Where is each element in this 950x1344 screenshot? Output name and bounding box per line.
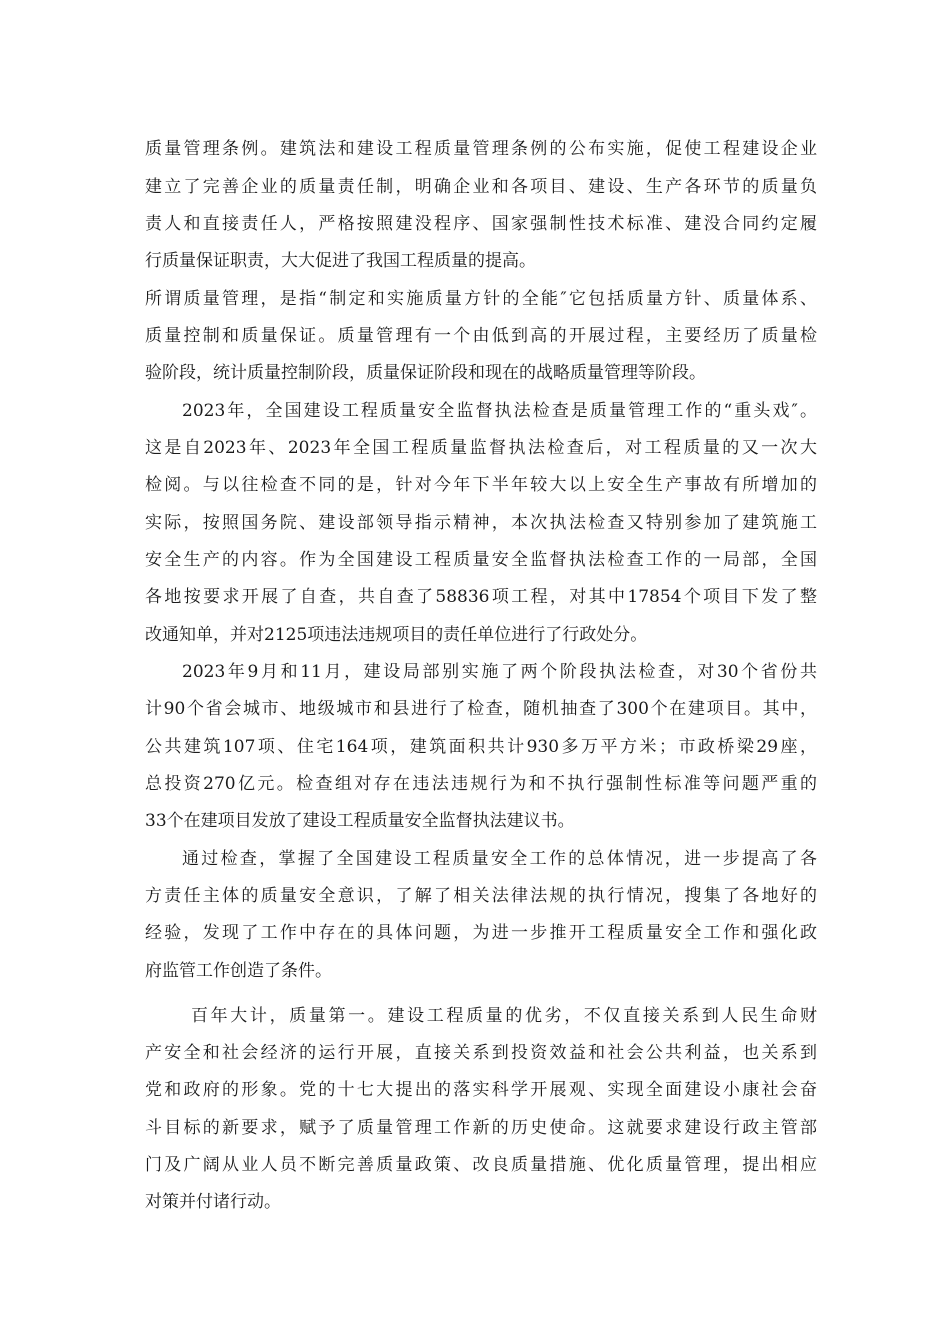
paragraph-4-line-4: 总投资270亿元。检查组对存在违法违规行为和不执行强制性标准等问题严重的 bbox=[145, 774, 817, 794]
paragraph-1-line-3: 责人和直接责任人，严格按照建没程序、国家强制性技术标准、建没合同约定履 bbox=[145, 214, 817, 234]
paragraph-1-line-2: 建立了完善企业的质量责任制，明确企业和各项目、建设、生产各环节的质量负 bbox=[145, 177, 817, 197]
paragraph-3-line-6: 各地按要求开展了自查，共自查了58836项工程，对其中17854个项目下发了整 bbox=[145, 587, 817, 607]
paragraph-4-line-1: 2023年9月和11月，建设局部别实施了两个阶段执法检查，对30个省份共 bbox=[182, 662, 817, 682]
paragraph-6-line-4: 斗目标的新要求，赋予了质量管理工作新的历史使命。这就要求建设行政主管部 bbox=[145, 1118, 817, 1138]
paragraph-2-line-1: 所谓质量管理，是指“制定和实施质量方针的全能″它包括质量方针、质量体系、 bbox=[145, 289, 817, 309]
paragraph-3-line-7: 改通知单，并对2125项违法违规项目的责任单位进行了行政处分。 bbox=[145, 625, 648, 645]
paragraph-1-line-1: 质量管理条例。建筑法和建设工程质量管理条例的公布实施，促使工程建设企业 bbox=[145, 139, 817, 159]
paragraph-6-line-3: 党和政府的形象。党的十七大提出的落实科学开展观、实现全面建设小康社会奋 bbox=[145, 1080, 817, 1100]
paragraph-4-line-2: 计90个省会城市、地级城市和县进行了检查，随机抽查了300个在建项目。其中， bbox=[145, 699, 817, 719]
paragraph-3-line-4: 实际，按照国务院、建设部领导指示精神，本次执法检查又特别参加了建筑施工 bbox=[145, 513, 817, 533]
paragraph-3-line-2: 这是自2023年、2023年全国工程质量监督执法检查后，对工程质量的又一次大 bbox=[145, 438, 817, 458]
paragraph-1-line-4: 行质量保证职责，大大促进了我国工程质量的提高。 bbox=[145, 251, 536, 271]
paragraph-5-line-4: 府监管工作创造了条件。 bbox=[145, 961, 332, 981]
paragraph-5-line-3: 经验，发现了工作中存在的具体问题，为进一步推开工程质量安全工作和强化政 bbox=[145, 923, 817, 943]
paragraph-2-line-2: 质量控制和质量保证。质量管理有一个由低到高的开展过程，主要经历了质量检 bbox=[145, 326, 817, 346]
paragraph-3-line-3: 检阅。与以往检查不同的是，针对今年下半年较大以上安全生产事故有所增加的 bbox=[145, 475, 817, 495]
paragraph-6-line-2: 产安全和社会经济的运行开展，直接关系到投资效益和社会公共利益，也关系到 bbox=[145, 1043, 817, 1063]
paragraph-6-line-6: 对策并付诸行动。 bbox=[145, 1192, 281, 1212]
paragraph-4-line-3: 公共建筑107项、住宅164项，建筑面积共计930多万平方米；市政桥梁29座， bbox=[145, 737, 817, 757]
paragraph-6-line-1: 百年大计，质量第一。建设工程质量的优劣，不仅直接关系到人民生命财 bbox=[191, 1006, 817, 1026]
paragraph-6-line-5: 门及广阔从业人员不断完善质量政策、改良质量措施、优化质量管理，提出相应 bbox=[145, 1155, 817, 1175]
paragraph-3-line-5: 安全生产的内容。作为全国建设工程质量安全监督执法检查工作的一局部，全国 bbox=[145, 550, 817, 570]
paragraph-3-line-1: 2023年，全国建设工程质量安全监督执法检查是质量管理工作的“重头戏″。 bbox=[182, 401, 817, 421]
paragraph-2-line-3: 验阶段，统计质量控制阶段，质量保证阶段和现在的战略质量管理等阶段。 bbox=[145, 363, 706, 383]
paragraph-5-line-1: 通过检查，掌握了全国建设工程质量安全工作的总体情况，进一步提高了各 bbox=[182, 849, 817, 869]
paragraph-4-line-5: 33个在建项目发放了建设工程质量安全监督执法建议书。 bbox=[145, 811, 575, 831]
paragraph-5-line-2: 方责任主体的质量安全意识，了解了相关法律法规的执行情况，搜集了各地好的 bbox=[145, 886, 817, 906]
